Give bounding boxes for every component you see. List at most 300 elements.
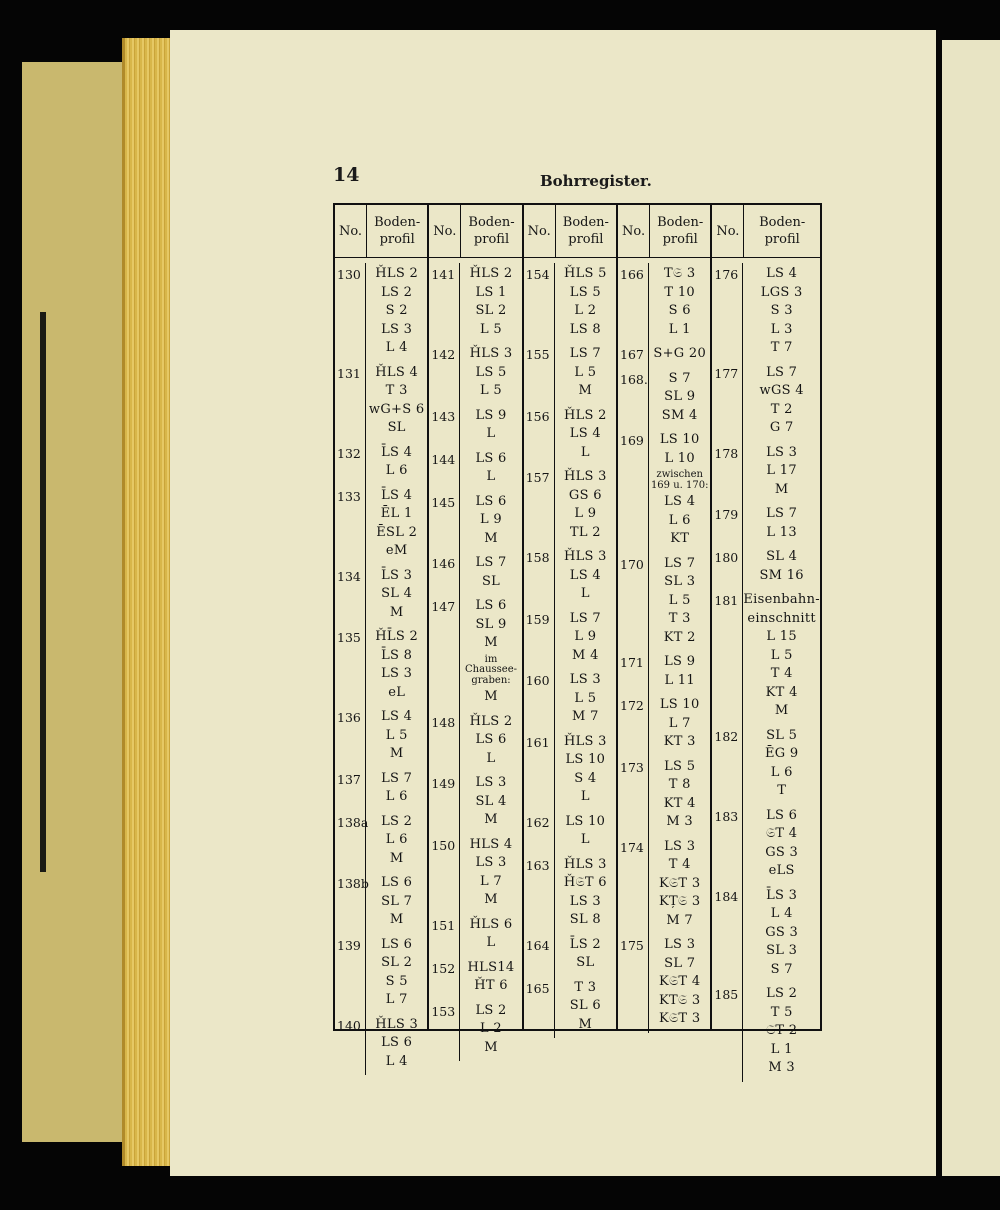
table-row	[429, 957, 521, 1000]
boring-number: 130	[335, 263, 366, 362]
boring-number: 178	[712, 442, 743, 504]
soil-profile	[460, 914, 521, 957]
soil-profile	[555, 977, 616, 1039]
boring-number: 169	[618, 429, 649, 553]
soil-profile	[366, 263, 427, 362]
soil-profile	[460, 491, 521, 553]
profile-layer: LS 3	[766, 444, 798, 460]
profile-layer: T 3	[385, 383, 408, 398]
profile-layer: ȞLS 3	[375, 1016, 419, 1032]
boring-number: 167	[618, 343, 649, 368]
profile-layer: LS 6	[381, 1035, 413, 1050]
profile-layer: L 5	[668, 592, 691, 608]
profile-layer: L 5	[574, 690, 597, 706]
header-profile: Boden- profil	[367, 205, 427, 258]
table-row	[429, 914, 521, 957]
profile-layer: S 4	[574, 770, 597, 786]
profile-layer: LS 3	[664, 937, 696, 952]
boring-number: 153	[429, 1000, 460, 1062]
row-gap	[555, 1034, 616, 1038]
profile-layer: T 4	[770, 666, 793, 681]
column-header	[524, 205, 616, 258]
profile-layer: L	[486, 426, 496, 441]
boring-number: 171	[618, 651, 649, 694]
profile-layer: LS 4	[569, 426, 601, 441]
entry-list	[335, 258, 427, 1075]
profile-layer: LS 3	[664, 838, 696, 854]
boring-number: 182	[712, 725, 743, 805]
boring-number: 138b	[335, 872, 366, 934]
column-group-body	[524, 205, 616, 1032]
soil-profile	[649, 263, 710, 343]
profile-layer: eLS	[768, 863, 795, 878]
profile-layer: KT𝔖 3	[658, 992, 701, 1008]
table-row	[429, 448, 521, 491]
profile-layer: ȞLS 2	[469, 713, 513, 729]
profile-layer: L 6	[385, 789, 408, 804]
profile-layer: SL 2	[475, 303, 507, 318]
table-row	[712, 362, 820, 442]
table-row	[429, 405, 521, 448]
table-row	[712, 805, 820, 885]
profile-layer: L 9	[480, 512, 502, 527]
column-group-body	[429, 205, 521, 1055]
table-row	[618, 553, 710, 652]
table-row	[524, 608, 616, 670]
profile-layer: LS 3	[475, 775, 507, 790]
table-row	[335, 565, 427, 627]
soil-profile	[460, 343, 521, 405]
profile-layer: M 4	[572, 647, 599, 663]
profile-layer: M	[389, 850, 404, 866]
profile-layer: M	[484, 1039, 498, 1055]
soil-profile	[743, 503, 820, 546]
table-row	[335, 934, 427, 1014]
profile-layer: T 3	[574, 979, 597, 995]
column-header	[429, 205, 521, 258]
boring-number: 174	[618, 836, 649, 935]
profile-layer: ȞLS 3	[563, 549, 607, 564]
entry-list	[429, 258, 521, 1061]
profile-layer: einschnitt	[747, 610, 816, 626]
profile-layer: SL 9	[664, 389, 696, 404]
profile-layer: LS 1	[475, 284, 507, 300]
boring-number: 143	[429, 405, 460, 448]
boring-number: 144	[429, 448, 460, 491]
profile-layer: LS 2	[381, 813, 413, 829]
column-header	[618, 205, 710, 258]
table-row	[618, 694, 710, 756]
boring-number: 170	[618, 553, 649, 652]
profile-layer: LS 10	[659, 432, 700, 447]
profile-note: im Chaussee- graben:	[465, 653, 517, 686]
profile-layer: SL 2	[381, 955, 413, 970]
boring-number: 164	[524, 934, 555, 977]
profile-layer: L 2	[574, 303, 597, 318]
soil-profile	[366, 485, 427, 565]
profile-layer: LS 7	[766, 506, 798, 521]
profile-layer: M	[389, 604, 404, 620]
profile-layer: T𝔖 3	[664, 266, 696, 281]
boring-number: 149	[429, 772, 460, 834]
profile-layer: LS 5	[569, 284, 601, 300]
profile-layer: LS 3	[569, 672, 601, 687]
table-row	[335, 263, 427, 362]
profile-layer: LS 9	[475, 407, 507, 423]
table-row	[335, 1014, 427, 1076]
profile-layer: M	[578, 383, 593, 398]
profile-layer: LS 4	[569, 567, 601, 583]
boring-number: 165	[524, 977, 555, 1039]
profile-layer: L 6	[385, 832, 408, 847]
soil-profile	[460, 772, 521, 834]
column-header	[712, 205, 820, 258]
profile-layer: LS 2	[381, 284, 413, 300]
soil-profile	[555, 854, 616, 934]
boring-number: 147	[429, 595, 460, 711]
profile-layer: wGS 4	[759, 383, 804, 398]
profile-layer: L 6	[770, 764, 793, 780]
table-row	[524, 669, 616, 731]
profile-layer: M	[484, 530, 498, 546]
profile-layer: 𝔖T 4	[765, 826, 798, 841]
table-row	[524, 731, 616, 811]
profile-layer: LS 7	[569, 346, 601, 361]
table-row	[524, 466, 616, 546]
boring-number: 150	[429, 834, 460, 914]
soil-profile	[649, 756, 710, 836]
running-title: Bohrregister.	[540, 172, 652, 190]
profile-layer: L 5	[574, 364, 597, 380]
boring-number: 155	[524, 343, 555, 405]
boring-number: 134	[335, 565, 366, 627]
profile-layer: M	[578, 1016, 593, 1032]
profile-layer: T 4	[668, 857, 691, 872]
soil-profile	[649, 651, 710, 694]
soil-profile	[460, 1000, 521, 1062]
boring-number: 152	[429, 957, 460, 1000]
table-row	[335, 811, 427, 873]
header-profile: Boden- profil	[556, 205, 616, 258]
column-group-body	[712, 205, 820, 1075]
profile-layer: M	[484, 635, 498, 650]
profile-layer: GS 3	[765, 924, 799, 940]
profile-layer: L̄S 3	[381, 567, 413, 583]
table-row	[524, 343, 616, 405]
profile-layer: LS 4	[664, 494, 696, 509]
boring-number: 131	[335, 362, 366, 442]
soil-profile	[366, 768, 427, 811]
profile-layer: L 6	[668, 512, 691, 528]
profile-layer: LS 10	[565, 752, 606, 767]
table-row	[429, 834, 521, 914]
profile-layer: M	[484, 812, 498, 827]
profile-layer: L	[580, 444, 590, 460]
profile-layer: LS 3	[569, 893, 601, 909]
profile-layer: LGS 3	[760, 284, 803, 300]
soil-profile	[366, 934, 427, 1014]
soil-profile	[743, 362, 820, 442]
boring-number: 132	[335, 442, 366, 485]
profile-layer: T 8	[668, 777, 691, 792]
soil-profile	[649, 836, 710, 935]
profile-layer: LS 6	[475, 493, 507, 509]
boring-number: 184	[712, 885, 743, 984]
table-row	[429, 491, 521, 553]
profile-layer: GS 6	[568, 487, 602, 503]
profile-layer: L 4	[385, 340, 408, 355]
profile-layer: M	[774, 481, 789, 497]
soil-profile	[366, 1014, 427, 1076]
profile-layer: L 1	[668, 321, 691, 337]
soil-profile	[555, 405, 616, 467]
profile-layer: L 4	[770, 906, 793, 921]
column-group	[524, 205, 618, 1032]
table-row	[524, 263, 616, 343]
profile-layer: 𝔖T 2	[765, 1023, 798, 1038]
profile-layer: ȞLS 2	[563, 407, 607, 423]
profile-layer: S 7	[770, 961, 793, 977]
column-group	[618, 205, 712, 1029]
profile-layer: SM 4	[661, 407, 698, 423]
profile-layer: KT 4	[663, 795, 696, 811]
soil-profile	[366, 565, 427, 627]
profile-layer: ȞLS 3	[563, 856, 607, 872]
soil-profile	[743, 546, 820, 589]
profile-layer: SL 8	[569, 912, 601, 927]
profile-layer: LS 2	[475, 1002, 507, 1018]
profile-layer: M 7	[666, 912, 694, 928]
soil-profile	[649, 934, 710, 1033]
soil-profile	[743, 263, 820, 362]
soil-profile	[460, 957, 521, 1000]
profile-layer: M 7	[572, 709, 599, 724]
boring-number: 179	[712, 503, 743, 546]
boring-number: 146	[429, 552, 460, 595]
profile-layer: L 7	[668, 715, 691, 731]
column-group-body	[335, 205, 427, 1069]
left-page	[22, 62, 132, 1142]
boring-number: 148	[429, 711, 460, 773]
soil-profile	[555, 343, 616, 405]
boring-number: 137	[335, 768, 366, 811]
profile-layer: LS 3	[381, 321, 413, 337]
table-row	[618, 934, 710, 1033]
page-edge	[122, 38, 175, 1166]
profile-layer: L 4	[385, 1053, 408, 1069]
boring-number: 141	[429, 263, 460, 343]
table-row	[712, 983, 820, 1082]
profile-layer: Eisenbahn-	[743, 592, 820, 607]
boring-number: 185	[712, 983, 743, 1082]
profile-layer: S 2	[385, 303, 408, 318]
profile-layer: LS 4	[381, 709, 413, 724]
profile-layer: SL 7	[381, 893, 413, 909]
soil-profile	[460, 552, 521, 595]
table-row	[712, 885, 820, 984]
profile-layer: ĒL 1	[380, 506, 413, 521]
boring-number: 181	[712, 589, 743, 725]
boring-number: 135	[335, 626, 366, 706]
profile-layer: L	[486, 750, 496, 766]
row-gap	[460, 1057, 521, 1061]
table-row	[712, 725, 820, 805]
profile-layer: LS 9	[664, 654, 696, 669]
profile-layer: ȞLS 6	[469, 916, 513, 932]
profile-layer: LS 6	[766, 807, 798, 823]
table-row	[335, 362, 427, 442]
profile-layer: SL 9	[475, 616, 507, 632]
profile-layer: K𝔖T 3	[658, 1011, 701, 1026]
profile-layer: L 6	[385, 463, 408, 478]
soil-profile	[555, 731, 616, 811]
profile-layer: HLS14	[467, 959, 515, 975]
profile-layer: M	[774, 703, 789, 718]
profile-layer: L 5	[385, 727, 408, 743]
soil-profile	[743, 725, 820, 805]
profile-layer: L 17	[766, 463, 797, 478]
profile-layer: L 9	[574, 506, 597, 521]
table-row	[618, 368, 710, 430]
soil-profile	[649, 553, 710, 652]
profile-layer: M	[389, 912, 404, 927]
table-row	[524, 854, 616, 934]
profile-layer: L̄S 4	[381, 487, 413, 503]
soil-profile	[649, 343, 710, 368]
profile-layer: L̄S 2	[569, 936, 601, 952]
boring-number: 180	[712, 546, 743, 589]
drilling-register-table	[333, 203, 822, 1075]
column-group-body	[618, 205, 710, 1029]
profile-layer: LS 10	[565, 813, 606, 829]
profile-layer: L 7	[385, 992, 408, 1007]
profile-layer: S 7	[668, 370, 691, 386]
profile-layer: ȞLS 2	[375, 266, 419, 281]
boring-number: 161	[524, 731, 555, 811]
column-group	[429, 205, 523, 1055]
profile-layer: ȞLS 3	[469, 346, 513, 361]
profile-layer: LS 4	[766, 266, 798, 281]
profile-layer: L	[580, 586, 590, 601]
profile-layer: M	[389, 746, 404, 761]
soil-profile	[366, 442, 427, 485]
row-gap	[366, 1071, 427, 1075]
soil-profile	[743, 885, 820, 984]
profile-layer: LS 5	[475, 364, 507, 380]
profile-layer: SL 6	[569, 998, 601, 1013]
profile-layer: L 1	[770, 1041, 793, 1057]
profile-note: zwischen 169 u. 170:	[650, 469, 709, 491]
profile-layer: G 7	[769, 420, 794, 435]
profile-layer: L 9	[574, 629, 597, 644]
profile-layer: L̄S 4	[381, 444, 413, 460]
soil-profile	[555, 608, 616, 670]
boring-number: 168.	[618, 368, 649, 430]
header-no: No.	[335, 205, 367, 258]
header-no: No.	[429, 205, 461, 258]
profile-layer: HLS 4	[469, 836, 513, 852]
profile-layer: KT	[670, 531, 690, 546]
profile-layer: L	[580, 789, 590, 804]
profile-layer: T 10	[664, 284, 695, 300]
profile-layer: T 5	[770, 1004, 793, 1020]
soil-profile	[460, 595, 521, 711]
entry-list	[712, 258, 820, 1082]
table-row	[335, 485, 427, 565]
profile-layer: LS 8	[569, 321, 601, 337]
table-row	[618, 756, 710, 836]
soil-profile	[366, 706, 427, 768]
header-profile: Boden- profil	[744, 205, 820, 258]
soil-profile	[649, 694, 710, 756]
profile-layer: ȞLS 3	[563, 733, 607, 749]
table-row	[618, 343, 710, 368]
entry-list	[524, 258, 616, 1038]
soil-profile	[743, 983, 820, 1082]
column-header	[335, 205, 427, 258]
profile-layer: ȞLS 2	[469, 266, 513, 281]
boring-number: 175	[618, 934, 649, 1033]
table-row	[429, 1000, 521, 1062]
boring-number: 154	[524, 263, 555, 343]
boring-number: 159	[524, 608, 555, 670]
boring-number: 162	[524, 811, 555, 854]
profile-layer: ȞLS 3	[563, 469, 607, 484]
profile-layer: ĒSL 2	[376, 524, 418, 540]
profile-layer: L	[486, 469, 496, 484]
profile-layer: LS 6	[475, 732, 507, 747]
boring-number: 183	[712, 805, 743, 885]
profile-layer: ĒG 9	[764, 746, 799, 761]
soil-profile	[460, 448, 521, 491]
profile-layer: ȞLS 5	[563, 266, 607, 281]
soil-profile	[555, 546, 616, 608]
boring-number: 160	[524, 669, 555, 731]
boring-number: 177	[712, 362, 743, 442]
profile-layer: S 6	[668, 303, 691, 318]
profile-layer: L 5	[480, 383, 502, 398]
header-profile: Boden- profil	[650, 205, 710, 258]
profile-layer: LS 6	[381, 936, 413, 952]
table-row	[524, 934, 616, 977]
profile-layer: M	[484, 689, 498, 704]
profile-layer: SL	[576, 955, 595, 970]
soil-profile	[649, 368, 710, 430]
profile-layer: S 3	[770, 303, 793, 318]
table-row	[712, 589, 820, 725]
profile-layer: L 5	[480, 321, 502, 337]
profile-layer: LS 3	[475, 855, 507, 870]
header-no: No.	[618, 205, 650, 258]
profile-layer: T 3	[668, 611, 691, 626]
soil-profile	[366, 362, 427, 442]
soil-profile	[555, 669, 616, 731]
profile-layer: T	[777, 783, 787, 798]
profile-layer: T 7	[770, 340, 793, 355]
profile-layer: LS 6	[475, 598, 507, 613]
profile-layer: SL 4	[475, 793, 507, 809]
profile-layer: L	[580, 832, 590, 847]
profile-layer: L̄S 8	[381, 647, 413, 663]
profile-layer: L 15	[766, 629, 797, 644]
soil-profile	[366, 626, 427, 706]
boring-number: 140	[335, 1014, 366, 1076]
profile-layer: LS 7	[475, 555, 507, 570]
profile-layer: ȞT 6	[474, 978, 508, 993]
soil-profile	[555, 934, 616, 977]
profile-layer: L 5	[770, 647, 793, 663]
profile-layer: ȞLS 4	[375, 364, 419, 380]
